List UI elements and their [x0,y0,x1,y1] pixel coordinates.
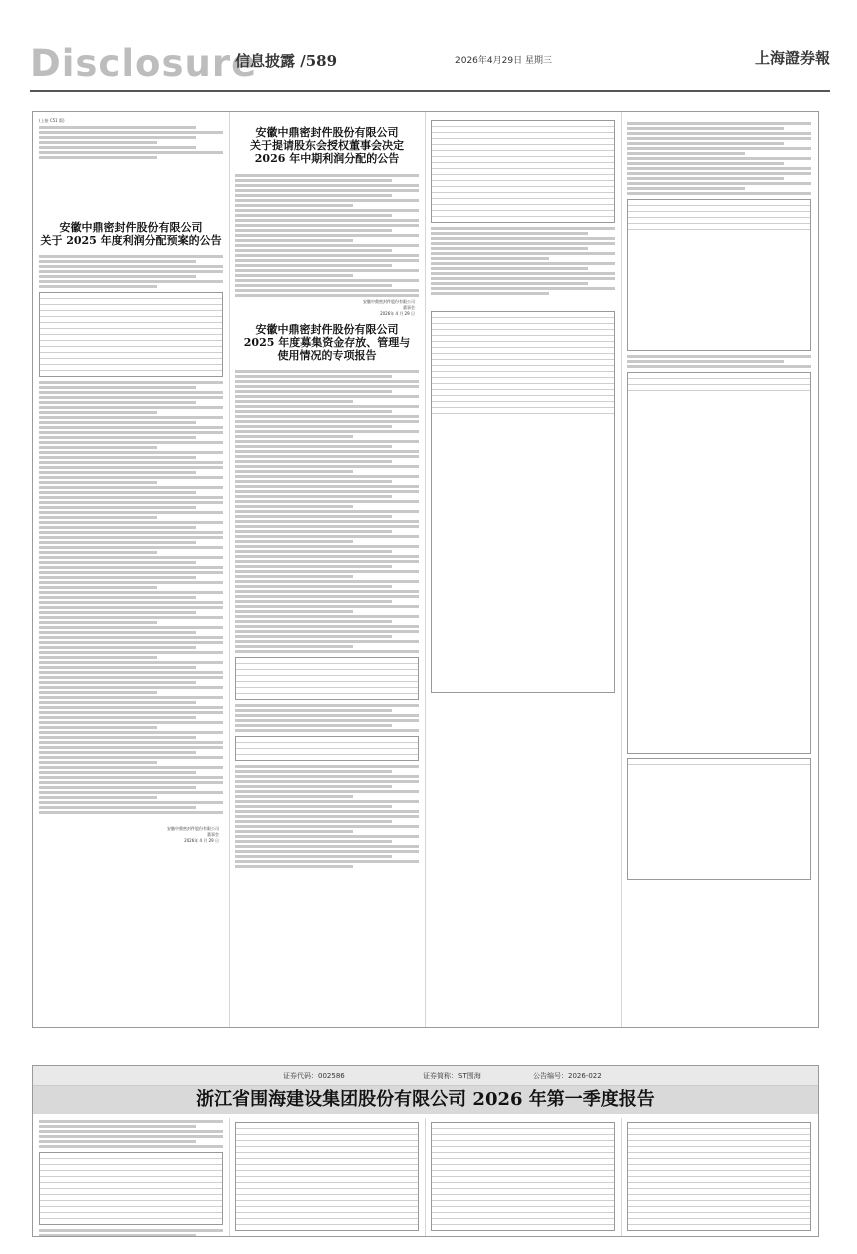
section-title: 信息披露 /589 [235,52,338,70]
project-table [431,120,615,223]
shareholder-table [235,1122,419,1231]
bottom-column-3 [425,1118,622,1236]
profit-distribution-title: 安徽中鼎密封件股份有限公司 关于 2025 年度利润分配预案的公告 [40,221,222,248]
stock-name: 证券简称：ST围海 [423,1072,481,1080]
change-detail-table [627,372,811,754]
change-note-table [627,758,811,880]
interim-distribution-title: 安徽中鼎密封件股份有限公司 关于提请股东会授权董事会决定 2026 年中期利润分配的公告 [250,126,404,166]
masthead [30,42,830,88]
deposit-table [235,736,419,761]
disclosure-logo: Disclosure [30,42,258,85]
balance-sheet-table [431,1122,615,1231]
column-1 [33,112,230,1027]
bottom-column-1 [33,1118,230,1236]
top-announcement-panel [32,111,819,1028]
newspaper-name: 上海證券報 [754,49,830,67]
stock-info-bar [33,1066,818,1086]
fund-usage-comparison-table [431,311,615,693]
announcement-number: 公告编号：2026-022 [533,1072,602,1080]
col1-signer: 安徽中鼎密封件股份有限公司 董事会 2026年 4 月 29 日 [167,826,219,844]
data-table [39,292,223,377]
fund-account-table [235,657,419,700]
header-note: (上接 C51 版) [39,118,65,123]
fund-usage-report-title: 安徽中鼎密封件股份有限公司 2025 年度募集资金存放、管理与 使用情况的专项报告 [243,322,411,362]
bottom-column-4 [621,1118,817,1236]
quarterly-report-title: 浙江省围海建设集团股份有限公司 2026 年第一季度报告 [33,1086,818,1114]
bottom-quarterly-report-panel [32,1065,819,1237]
key-financials-table [39,1152,223,1225]
column-2 [229,112,426,1027]
column-3 [425,112,622,1027]
column-4 [621,112,817,1027]
stock-code: 证券代码：002586 [283,1072,345,1080]
bottom-column-2 [229,1118,426,1236]
col2-signer: 安徽中鼎密封件股份有限公司 董事会 2026年 4 月 29 日 [363,298,415,316]
issue-date: 2026年4月29日 星期三 [455,56,552,66]
cash-flow-table [627,1122,811,1231]
change-project-table [627,199,811,351]
masthead-rule [30,90,830,92]
